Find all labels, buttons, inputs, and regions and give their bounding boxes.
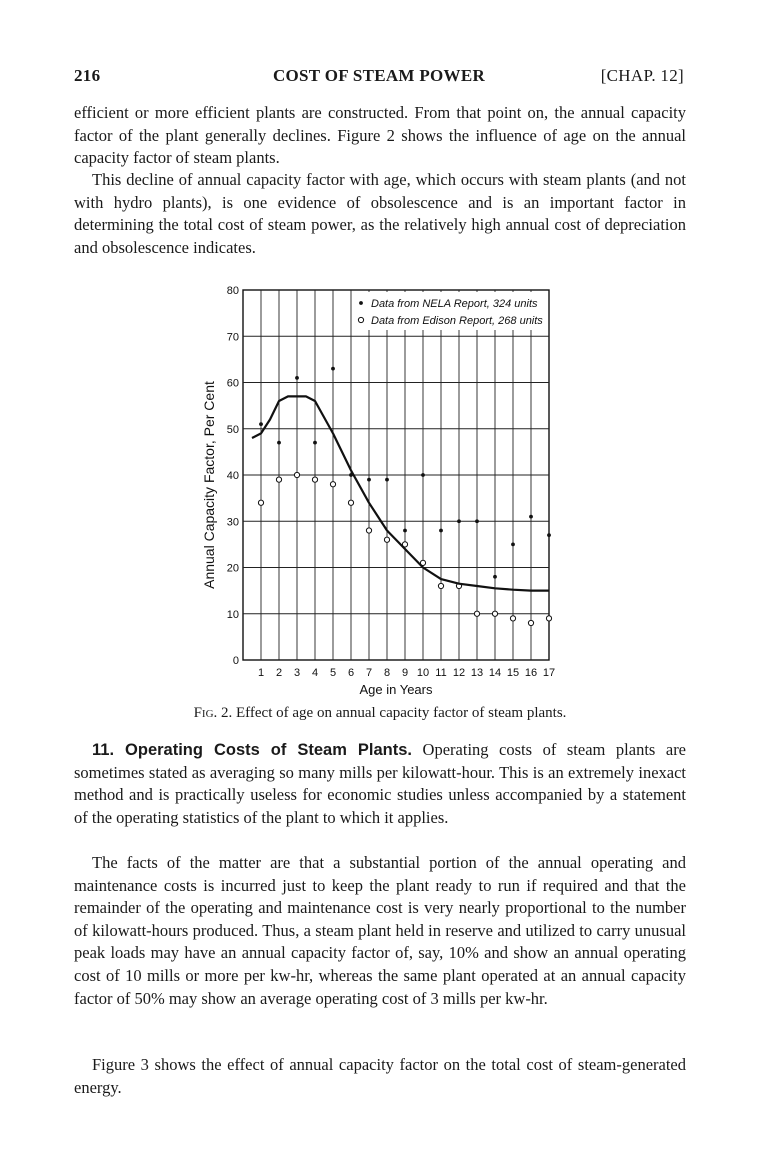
x-tick-label: 14: [488, 667, 502, 679]
caption-text: Effect of age on annual capacity factor of steam plants.: [236, 705, 567, 721]
page-number: 216: [74, 66, 101, 85]
figure-caption: [74, 705, 686, 722]
x-tick-label: 9: [401, 667, 409, 679]
y-tick-label: 70: [226, 331, 239, 344]
chart-legend: [353, 292, 545, 330]
running-title: COST OF STEAM POWER: [272, 66, 486, 85]
section-paragraph: [74, 739, 686, 829]
x-tick-label: 8: [383, 667, 391, 679]
nela-data-point: [457, 519, 461, 523]
x-tick-label: 5: [329, 667, 337, 679]
legend-entry: Data from Edison Report, 268 units: [371, 315, 543, 327]
nela-data-point: [259, 422, 263, 426]
legend-marker-filled: [359, 301, 363, 305]
nela-data-point: [277, 441, 281, 445]
x-tick-label: 10: [416, 667, 430, 679]
edison-data-point: [438, 583, 443, 588]
x-tick-label: 1: [257, 667, 265, 679]
nela-data-point: [367, 478, 371, 482]
nela-data-point: [385, 478, 389, 482]
nela-data-point: [439, 529, 443, 533]
paragraph: This decline of annual capacity factor with age, which occurs with steam plants (and not with hydro plants), is one evidence of obsolescence and is an important factor in determining the total cost of steam power, as the relatively high annual cost of depreciation and obsolescence indicates.: [74, 170, 686, 257]
edison-data-point: [546, 616, 551, 621]
nela-data-point: [403, 529, 407, 533]
nela-data-point: [475, 519, 479, 523]
chart-grid: [243, 290, 549, 660]
edison-data-point: [366, 528, 371, 533]
edison-data-point: [294, 472, 299, 477]
chapter-label: [CHAP. 12]: [600, 66, 684, 85]
edison-data-point: [330, 482, 335, 487]
y-tick-label: 30: [226, 516, 239, 529]
nela-data-point: [313, 441, 317, 445]
y-tick-label: 80: [226, 285, 239, 297]
edison-data-point: [510, 616, 515, 621]
nela-data-point: [295, 376, 299, 380]
y-tick-label: 0: [232, 655, 239, 667]
x-tick-label: 13: [470, 667, 484, 679]
trend-curve: [252, 396, 549, 590]
nela-data-point: [547, 533, 551, 537]
y-axis-label: Annual Capacity Factor, Per Cent: [201, 381, 217, 589]
nela-data-point: [421, 473, 425, 477]
x-tick-label: 12: [452, 667, 466, 679]
edison-data-point: [312, 477, 317, 482]
chart-axes: [201, 285, 555, 697]
x-tick-label: 11: [435, 667, 447, 679]
edison-data-point: [384, 537, 389, 542]
edison-data-point: [276, 477, 281, 482]
y-tick-label: 50: [226, 423, 239, 436]
paragraph: Figure 3 shows the effect of annual capacity factor on the total cost of steam-generated energy.: [74, 1055, 686, 1097]
x-tick-label: 7: [365, 667, 373, 679]
x-tick-label: 17: [542, 667, 556, 679]
legend-marker-open: [358, 317, 363, 322]
paragraph: efficient or more efficient plants are constructed. From that point on, the annual capacity factor of the plant generally declines. Figure 2 shows the influence of age on the annual capacity factor of steam plants.: [74, 103, 686, 168]
nela-data-point: [493, 575, 497, 579]
y-tick-label: 60: [226, 377, 239, 390]
edison-data-point: [474, 611, 479, 616]
legend-entry: Data from NELA Report, 324 units: [371, 298, 538, 310]
section-text: Operating costs of steam plants are sometimes stated as averaging so many mills per kilowatt-hour. This is an extremely inexact method and is practically useless for economic studies unless accompanied by a statement of the operating statistics of the plant to which it applies.: [74, 740, 687, 827]
paragraph: The facts of the matter are that a substantial portion of the annual operating and maintenance costs is incurred just to keep the plant ready to run if required and that the remainder of the operating and maintenance cost is very nearly proportional to the number of kilowatt-hours produced. Thus, a steam plant held in reserve and utilized to carry unusual peak loads may have an annual capacity factor of, say, 10% and show an annual operating cost of 10 mills or more per kw-hr, whereas the same plant operated at an annual capacity factor of 50% may show an average operating cost of 3 mills per kw-hr.: [74, 853, 686, 1008]
x-tick-label: 2: [275, 667, 283, 679]
x-tick-label: 4: [311, 667, 319, 679]
edison-data-point: [528, 620, 533, 625]
y-tick-label: 10: [226, 608, 239, 621]
x-tick-label: 3: [293, 667, 301, 679]
page-header: [74, 66, 684, 88]
nela-data-point: [511, 542, 515, 546]
section-title: 11. Operating Costs of Steam Plants.: [92, 741, 412, 759]
edison-data-point: [348, 500, 353, 505]
x-tick-label: 15: [506, 667, 520, 679]
edison-data-point: [258, 500, 263, 505]
edison-data-point: [492, 611, 497, 616]
x-axis-label: Age in Years: [359, 682, 433, 697]
nela-data-point: [331, 367, 335, 371]
caption-label: Fig. 2.: [193, 705, 233, 721]
x-tick-label: 16: [524, 667, 538, 679]
x-tick-label: 6: [347, 667, 355, 679]
y-tick-label: 20: [226, 562, 239, 575]
y-tick-label: 40: [226, 470, 239, 482]
figure-2-chart: [190, 280, 580, 700]
nela-data-point: [529, 515, 533, 519]
